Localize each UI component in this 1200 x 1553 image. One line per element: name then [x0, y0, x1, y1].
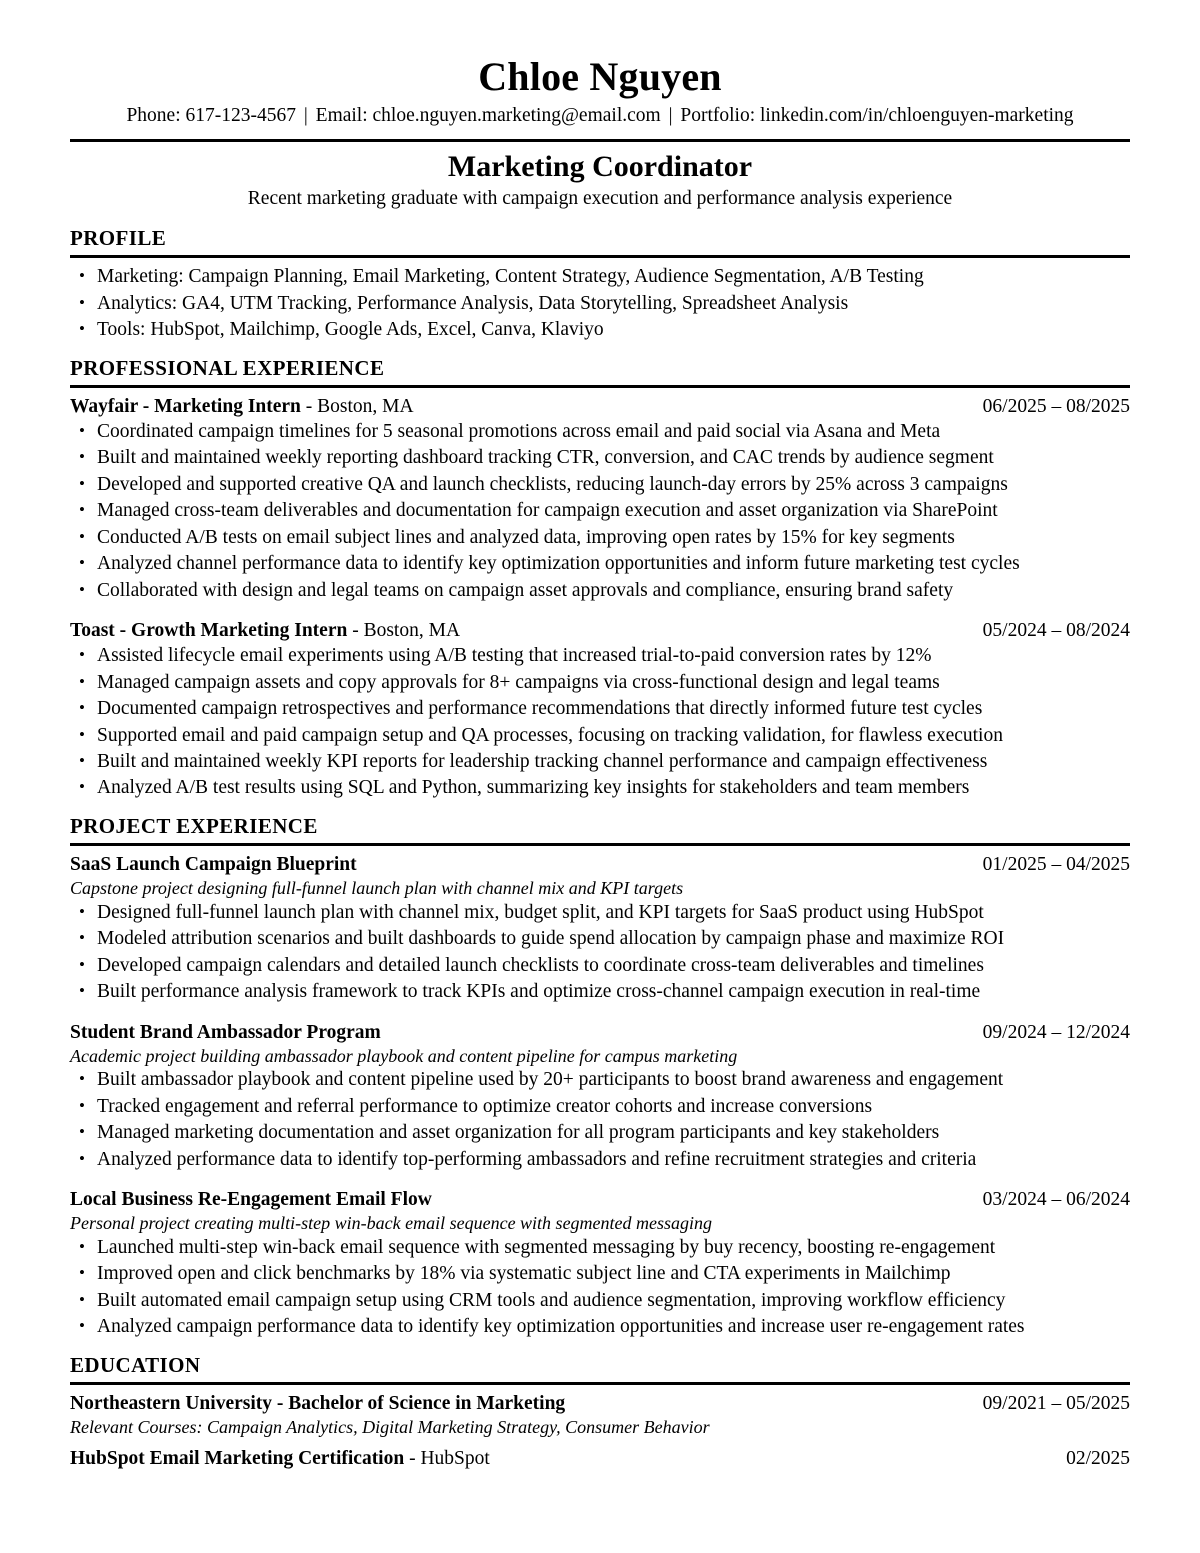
- entry-bullets: [70, 1235, 1130, 1341]
- list-item: • Analyzed A/B test results using SQL and Python, summarizing key insights for stakeholders and team members: [70, 775, 1130, 801]
- entry-title-bold: SaaS Launch Campaign Blueprint: [70, 854, 357, 876]
- contact-separator-1: |: [303, 105, 308, 127]
- entry-title-light: - Boston, MA: [347, 620, 461, 642]
- section-title-experience: PROFESSIONAL EXPERIENCE: [70, 355, 385, 380]
- contact-separator-2: |: [668, 105, 673, 127]
- section-title-projects: PROJECT EXPERIENCE: [70, 813, 318, 838]
- profile-list: [70, 264, 1130, 343]
- entry-title-bold: HubSpot Email Marketing Certification: [70, 1447, 405, 1469]
- resume-header: [70, 56, 1130, 210]
- entry-subtitle: Relevant Courses: Campaign Analytics, Digital Marketing Strategy, Consumer Behavior: [70, 1417, 710, 1438]
- list-item: • Developed and supported creative QA and launch checklists, reducing launch-day errors by 25% across 3 campaigns: [70, 472, 1130, 498]
- list-item: • Built and maintained weekly KPI reports for leadership tracking channel performance and campaign effectiveness: [70, 749, 1130, 775]
- entry-title: [70, 618, 460, 643]
- entry-date: 03/2024 – 06/2024: [982, 1189, 1130, 1211]
- email-value: chloe.nguyen.marketing@email.com: [372, 105, 661, 127]
- entry-subtitle: Personal project creating multi-step win-back email sequence with segmented messaging: [70, 1213, 713, 1234]
- header-divider: [70, 139, 1130, 142]
- entry-subtitle: Academic project building ambassador playbook and content pipeline for campus marketing: [70, 1045, 738, 1066]
- entry-bullets: [70, 900, 1130, 1006]
- project-entry-saas-launch: [70, 852, 1130, 1006]
- entry-subtitle: Capstone project designing full-funnel launch plan with channel mix and KPI targets: [70, 878, 684, 899]
- entry-date: 06/2025 – 08/2025: [982, 395, 1130, 417]
- entry-title-light: - Boston, MA: [300, 395, 414, 417]
- list-item: • Analyzed performance data to identify top-performing ambassadors and refine recruitment strategies and criteria: [70, 1147, 1130, 1173]
- phone-value: 617-123-4567: [185, 105, 296, 127]
- headline-tagline: Recent marketing graduate with campaign execution and performance analysis experience: [247, 187, 953, 209]
- list-item: • Assisted lifecycle email experiments using A/B testing that increased trial-to-paid conversion rates by 12%: [70, 643, 1130, 669]
- list-item: • Designed full-funnel launch plan with channel mix, budget split, and KPI targets for SaaS product using HubSpot: [70, 900, 1130, 926]
- list-item: • Managed cross-team deliverables and documentation for campaign execution and asset organization via SharePoint: [70, 498, 1130, 524]
- entry-header: [70, 1187, 1130, 1212]
- entry-bullets: [70, 1067, 1130, 1173]
- section-divider-education: [70, 1382, 1130, 1385]
- section-divider-profile: [70, 255, 1130, 258]
- list-item: • Developed campaign calendars and detailed launch checklists to coordinate cross-team deliverables and timelines: [70, 953, 1130, 979]
- entry-title-light: - HubSpot: [404, 1447, 490, 1469]
- list-item: • Built and maintained weekly reporting dashboard tracking CTR, conversion, and CAC trends by audience segment: [70, 445, 1130, 471]
- entry-title-bold: Local Business Re-Engagement Email Flow: [70, 1189, 432, 1211]
- list-item: • Built automated email campaign setup using CRM tools and audience segmentation, improving workflow efficiency: [70, 1288, 1130, 1314]
- education-entry-degree: [70, 1391, 1130, 1439]
- entry-title-bold: Northeastern University - Bachelor of Science in Marketing: [70, 1392, 566, 1414]
- list-item: • Analyzed campaign performance data to identify key optimization opportunities and increase user re-engagement rates: [70, 1314, 1130, 1340]
- section-divider-experience: [70, 385, 1130, 388]
- entry-bullets: [70, 419, 1130, 604]
- entry-title: [70, 852, 357, 877]
- list-item: • Supported email and paid campaign setup and QA processes, focusing on tracking validation, for flawless execution: [70, 723, 1130, 749]
- entry-title: [70, 1020, 381, 1045]
- experience-entry-toast: [70, 618, 1130, 802]
- entry-date: 09/2024 – 12/2024: [982, 1021, 1130, 1043]
- list-item: • Coordinated campaign timelines for 5 seasonal promotions across email and paid social via Asana and Meta: [70, 419, 1130, 445]
- entry-header: [70, 852, 1130, 877]
- list-item: • Documented campaign retrospectives and performance recommendations that directly informed future test cycles: [70, 696, 1130, 722]
- section-divider-projects: [70, 843, 1130, 846]
- project-entry-brand-ambassador: [70, 1020, 1130, 1174]
- entry-date: 02/2025: [1066, 1447, 1130, 1469]
- entry-header: [70, 1020, 1130, 1045]
- entry-date: 05/2024 – 08/2024: [982, 620, 1130, 642]
- list-item: • Collaborated with design and legal teams on campaign asset approvals and compliance, ensuring brand safety: [70, 578, 1130, 604]
- list-item: • Built ambassador playbook and content pipeline used by 20+ participants to boost brand awareness and engagement: [70, 1067, 1130, 1093]
- entry-date: 01/2025 – 04/2025: [982, 854, 1130, 876]
- list-item: • Modeled attribution scenarios and built dashboards to guide spend allocation by campaign phase and maximize ROI: [70, 926, 1130, 952]
- entry-header: [70, 618, 1130, 643]
- list-item: • Tracked engagement and referral performance to optimize creator cohorts and increase conversions: [70, 1094, 1130, 1120]
- entry-title-bold: Toast - Growth Marketing Intern: [70, 620, 348, 642]
- list-item: • Tools: HubSpot, Mailchimp, Google Ads, Excel, Canva, Klaviyo: [70, 317, 1130, 343]
- project-entry-email-flow: [70, 1187, 1130, 1341]
- entry-bullets: [70, 643, 1130, 802]
- experience-entry-wayfair: [70, 394, 1130, 604]
- list-item: • Improved open and click benchmarks by 18% via systematic subject line and CTA experiments in Mailchimp: [70, 1261, 1130, 1287]
- contact-line: [70, 104, 1130, 127]
- entry-header: [70, 394, 1130, 419]
- portfolio-value: linkedin.com/in/chloenguyen-marketing: [760, 105, 1074, 127]
- section-title-education: EDUCATION: [70, 1352, 201, 1377]
- section-experience: [70, 356, 1130, 802]
- entry-title: [70, 394, 414, 419]
- entry-header: [70, 1391, 1130, 1416]
- list-item: • Managed campaign assets and copy approvals for 8+ campaigns via cross-functional design and legal teams: [70, 670, 1130, 696]
- section-profile: [70, 226, 1130, 343]
- list-item: • Analytics: GA4, UTM Tracking, Performance Analysis, Data Storytelling, Spreadsheet Analysis: [70, 291, 1130, 317]
- phone-label: Phone:: [126, 105, 181, 127]
- entry-title-bold: Student Brand Ambassador Program: [70, 1021, 381, 1043]
- candidate-name: Chloe Nguyen: [478, 54, 722, 99]
- list-item: • Analyzed channel performance data to identify key optimization opportunities and inform future marketing test cycles: [70, 551, 1130, 577]
- entry-title-bold: Wayfair - Marketing Intern: [70, 395, 301, 417]
- job-headline: Marketing Coordinator: [447, 149, 753, 183]
- email-label: Email:: [315, 105, 368, 127]
- entry-header: [70, 1446, 1130, 1471]
- list-item: • Marketing: Campaign Planning, Email Marketing, Content Strategy, Audience Segmentation, A/B Testing: [70, 264, 1130, 290]
- section-projects: [70, 814, 1130, 1341]
- entry-title: [70, 1446, 490, 1471]
- list-item: • Built performance analysis framework to track KPIs and optimize cross-channel campaign execution in real-time: [70, 979, 1130, 1005]
- list-item: • Conducted A/B tests on email subject lines and analyzed data, improving open rates by 15% for key segments: [70, 525, 1130, 551]
- section-education: [70, 1353, 1130, 1471]
- entry-date: 09/2021 – 05/2025: [982, 1392, 1130, 1414]
- education-entry-certification: [70, 1446, 1130, 1471]
- section-title-profile: PROFILE: [70, 226, 167, 251]
- entry-title: [70, 1187, 432, 1212]
- entry-title: [70, 1391, 565, 1416]
- list-item: • Launched multi-step win-back email sequence with segmented messaging by buy recency, boosting re-engagement: [70, 1235, 1130, 1261]
- list-item: • Managed marketing documentation and asset organization for all program participants and key stakeholders: [70, 1120, 1130, 1146]
- portfolio-label: Portfolio:: [680, 105, 756, 127]
